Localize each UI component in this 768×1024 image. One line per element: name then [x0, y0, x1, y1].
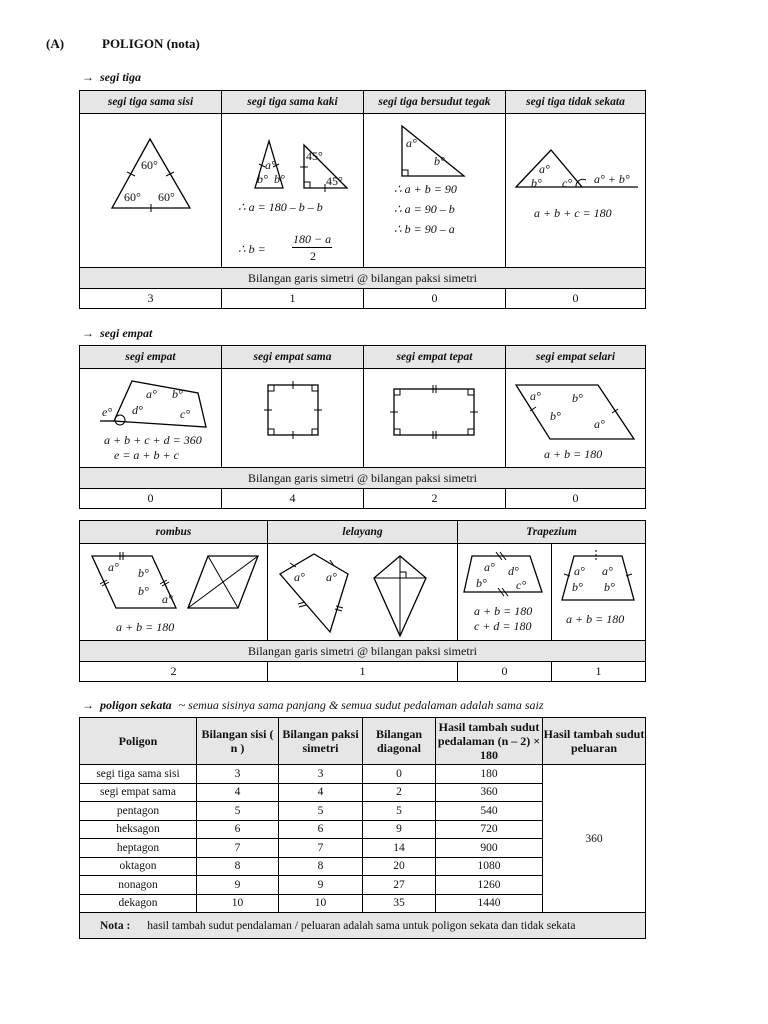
rh-formula-1: a + b = 180 — [116, 620, 175, 634]
sc-angle-a: a° — [539, 162, 550, 176]
iso-angle-45-top: 45° — [306, 149, 323, 163]
arrow-icon: → — [82, 326, 94, 340]
polygon-table — [79, 717, 646, 939]
poly-exterior-sum: 360 — [543, 765, 646, 913]
poly-sides: 3 — [197, 765, 279, 784]
quad2-symmetry-3: 0 — [458, 662, 552, 682]
par-angle-b-2: b° — [550, 409, 561, 423]
poly-interior-sum: 360 — [436, 783, 543, 802]
poly-header-diagonal: Bilangan diagonal — [363, 718, 436, 765]
quad-formula-2: e = a + b + c — [114, 448, 179, 462]
eq-angle-top: 60° — [141, 158, 158, 172]
poly-name: heksagon — [80, 820, 197, 839]
section-segi-tiga — [82, 70, 141, 85]
poly-axes: 8 — [279, 857, 363, 876]
poly-diagonals: 5 — [363, 802, 436, 821]
tri-symmetry-4: 0 — [506, 289, 646, 309]
iso-angle-a: a° — [265, 158, 276, 172]
iso-angle-b-left: b° — [257, 172, 268, 186]
quad-symmetry-1: 0 — [80, 489, 222, 509]
parallelogram-cell — [506, 369, 646, 468]
poly-name: dekagon — [80, 894, 197, 913]
arrow-icon: → — [82, 698, 94, 712]
poly-interior-sum: 180 — [436, 765, 543, 784]
section-poligon-sekata-label: poligon sekata — [100, 698, 172, 712]
quad2-symmetry-2: 1 — [268, 662, 458, 682]
iso-formula-2-prefix: ∴ b = — [238, 242, 266, 256]
poly-diagonals: 9 — [363, 820, 436, 839]
isosceles-triangle-cell — [222, 114, 364, 268]
quad2-symmetry-band: Bilangan garis simetri @ bilangan paksi simetri — [80, 641, 646, 662]
nota-label: Nota : — [100, 919, 131, 932]
quad-angle-b: b° — [172, 387, 183, 401]
rh-angle-b-1: b° — [138, 566, 149, 580]
poly-sides: 7 — [197, 839, 279, 858]
poly-sides: 6 — [197, 820, 279, 839]
quad-symmetry-4: 0 — [506, 489, 646, 509]
poly-diagonals: 27 — [363, 876, 436, 895]
poly-sides: 10 — [197, 894, 279, 913]
tr2-formula-1: a + b = 180 — [566, 612, 625, 626]
sc-angle-b: b° — [531, 176, 542, 190]
quadrilateral-cell — [80, 369, 222, 468]
par-formula-1: a + b = 180 — [544, 447, 603, 461]
poly-diagonals: 14 — [363, 839, 436, 858]
tr-formula-2: c + d = 180 — [474, 619, 532, 633]
tri-header-2: segi tiga sama kaki — [222, 91, 364, 114]
quadrilateral-table-2 — [79, 520, 646, 682]
equilateral-triangle-cell — [80, 114, 222, 268]
iso-angle-b-right: b° — [274, 172, 285, 186]
title-label: (A) — [46, 36, 65, 51]
eq-angle-right: 60° — [158, 190, 175, 204]
tr2-angle-b-1: b° — [572, 580, 583, 594]
quad-angle-a: a° — [146, 387, 157, 401]
quad-angle-e: e° — [102, 405, 113, 419]
quad-symmetry-band: Bilangan garis simetri @ bilangan paksi simetri — [80, 468, 646, 489]
section-poligon-sekata — [82, 698, 544, 713]
quad-symmetry-2: 4 — [222, 489, 364, 509]
tr2-angle-a-1: a° — [574, 564, 585, 578]
quad2-symmetry-1: 2 — [80, 662, 268, 682]
poly-name: pentagon — [80, 802, 197, 821]
quad-formula-1: a + b + c + d = 360 — [104, 433, 202, 447]
sc-formula-1: a + b + c = 180 — [534, 206, 612, 220]
poly-header-pedalaman: Hasil tambah sudut pedalaman (n – 2) × 180 — [436, 718, 543, 765]
poly-header-peluaran: Hasil tambah sudut peluaran — [543, 718, 646, 765]
poly-header-sisi: Bilangan sisi ( n ) — [197, 718, 279, 765]
tr-formula-1: a + b = 180 — [474, 604, 533, 618]
scalene-triangle-cell — [506, 114, 646, 268]
quad2-symmetry-4: 1 — [552, 662, 646, 682]
poly-diagonals: 2 — [363, 783, 436, 802]
scalene-triangle-figure — [506, 114, 646, 267]
par-angle-a-1: a° — [530, 389, 541, 403]
iso-formula-2-num: 180 − a — [293, 232, 332, 246]
poly-diagonals: 20 — [363, 857, 436, 876]
table-row — [80, 765, 646, 784]
rt-formula-3: ∴ b = 90 – a — [394, 222, 455, 236]
poly-header-paksi: Bilangan paksi simetri — [279, 718, 363, 765]
section-segi-empat-label: segi empat — [100, 326, 153, 340]
rectangle-cell — [364, 369, 506, 468]
poly-name: segi empat sama — [80, 783, 197, 802]
nota-text: hasil tambah sudut pendalaman / peluaran adalah sama untuk poligon sekata dan tidak sekata — [147, 919, 576, 932]
title-text: POLIGON (nota) — [102, 36, 200, 51]
poly-interior-sum: 540 — [436, 802, 543, 821]
quad2-header-2: lelayang — [268, 521, 458, 544]
square-figure — [222, 369, 364, 467]
quad-header-2: segi empat sama — [222, 346, 364, 369]
quad-angle-d: d° — [132, 403, 143, 417]
section-poligon-sekata-note: ~ semua sisinya sama panjang & semua sudut pedalaman adalah sama saiz — [178, 698, 544, 712]
tri-symmetry-2: 1 — [222, 289, 364, 309]
rectangle-figure — [364, 369, 506, 467]
poly-interior-sum: 720 — [436, 820, 543, 839]
poly-sides: 5 — [197, 802, 279, 821]
poly-name: heptagon — [80, 839, 197, 858]
tri-symmetry-1: 3 — [80, 289, 222, 309]
quad-angle-c: c° — [180, 407, 191, 421]
kite-angle-a-2: a° — [326, 570, 337, 584]
tri-symmetry-3: 0 — [364, 289, 506, 309]
poly-sides: 8 — [197, 857, 279, 876]
poly-sides: 9 — [197, 876, 279, 895]
poly-interior-sum: 1080 — [436, 857, 543, 876]
tri-header-1: segi tiga sama sisi — [80, 91, 222, 114]
poly-interior-sum: 1260 — [436, 876, 543, 895]
poly-name: segi tiga sama sisi — [80, 765, 197, 784]
poly-name: nonagon — [80, 876, 197, 895]
square-cell — [222, 369, 364, 468]
rt-formula-2: ∴ a = 90 – b — [394, 202, 455, 216]
tr2-angle-a-2: a° — [602, 564, 613, 578]
quad-symmetry-3: 2 — [364, 489, 506, 509]
trapezium-cell-2 — [552, 544, 646, 641]
trapezium-cell-1 — [458, 544, 552, 641]
arrow-icon: → — [82, 70, 94, 84]
par-angle-b-1: b° — [572, 391, 583, 405]
poly-axes: 6 — [279, 820, 363, 839]
poly-interior-sum: 900 — [436, 839, 543, 858]
quad2-header-1: rombus — [80, 521, 268, 544]
iso-angle-45-right: 45° — [326, 174, 343, 188]
poly-header-poligon: Poligon — [80, 718, 197, 765]
rh-angle-b-2: b° — [138, 584, 149, 598]
page-title — [46, 36, 200, 52]
tr-angle-a: a° — [484, 560, 495, 574]
par-angle-a-2: a° — [594, 417, 605, 431]
rh-angle-a-1: a° — [108, 560, 119, 574]
rt-angle-a: a° — [406, 136, 417, 150]
poly-axes: 10 — [279, 894, 363, 913]
iso-formula-2-den: 2 — [310, 249, 316, 263]
rt-angle-b: b° — [434, 154, 445, 168]
poly-axes: 3 — [279, 765, 363, 784]
poly-sides: 4 — [197, 783, 279, 802]
sc-angle-c: c° — [562, 176, 573, 190]
quad-header-4: segi empat selari — [506, 346, 646, 369]
rh-angle-a-2: a° — [162, 592, 173, 606]
nota-row — [80, 913, 646, 939]
triangle-table — [79, 90, 646, 309]
sc-exterior-angle: a° + b° — [594, 172, 630, 186]
equilateral-triangle-figure — [80, 114, 222, 267]
tr-angle-c: c° — [516, 578, 527, 592]
section-segi-empat — [82, 326, 152, 341]
poly-diagonals: 0 — [363, 765, 436, 784]
iso-formula-1: ∴ a = 180 – b – b — [238, 200, 323, 214]
poly-axes: 9 — [279, 876, 363, 895]
poly-axes: 5 — [279, 802, 363, 821]
poly-name: oktagon — [80, 857, 197, 876]
poly-interior-sum: 1440 — [436, 894, 543, 913]
kite-figure — [268, 544, 458, 640]
tri-header-3: segi tiga bersudut tegak — [364, 91, 506, 114]
section-segi-tiga-label: segi tiga — [100, 70, 141, 84]
poly-axes: 4 — [279, 783, 363, 802]
kite-cell — [268, 544, 458, 641]
tr-angle-d: d° — [508, 564, 519, 578]
tr-angle-b: b° — [476, 576, 487, 590]
quad-header-1: segi empat — [80, 346, 222, 369]
kite-angle-a-1: a° — [294, 570, 305, 584]
quad-header-3: segi empat tepat — [364, 346, 506, 369]
rt-formula-1: ∴ a + b = 90 — [394, 182, 457, 196]
quad2-header-3: Trapezium — [458, 521, 646, 544]
eq-angle-left: 60° — [124, 190, 141, 204]
tr2-angle-b-2: b° — [604, 580, 615, 594]
right-triangle-cell — [364, 114, 506, 268]
tri-symmetry-band: Bilangan garis simetri @ bilangan paksi simetri — [80, 268, 646, 289]
poly-axes: 7 — [279, 839, 363, 858]
poly-diagonals: 35 — [363, 894, 436, 913]
rhombus-cell — [80, 544, 268, 641]
quadrilateral-table — [79, 345, 646, 509]
tri-header-4: segi tiga tidak sekata — [506, 91, 646, 114]
